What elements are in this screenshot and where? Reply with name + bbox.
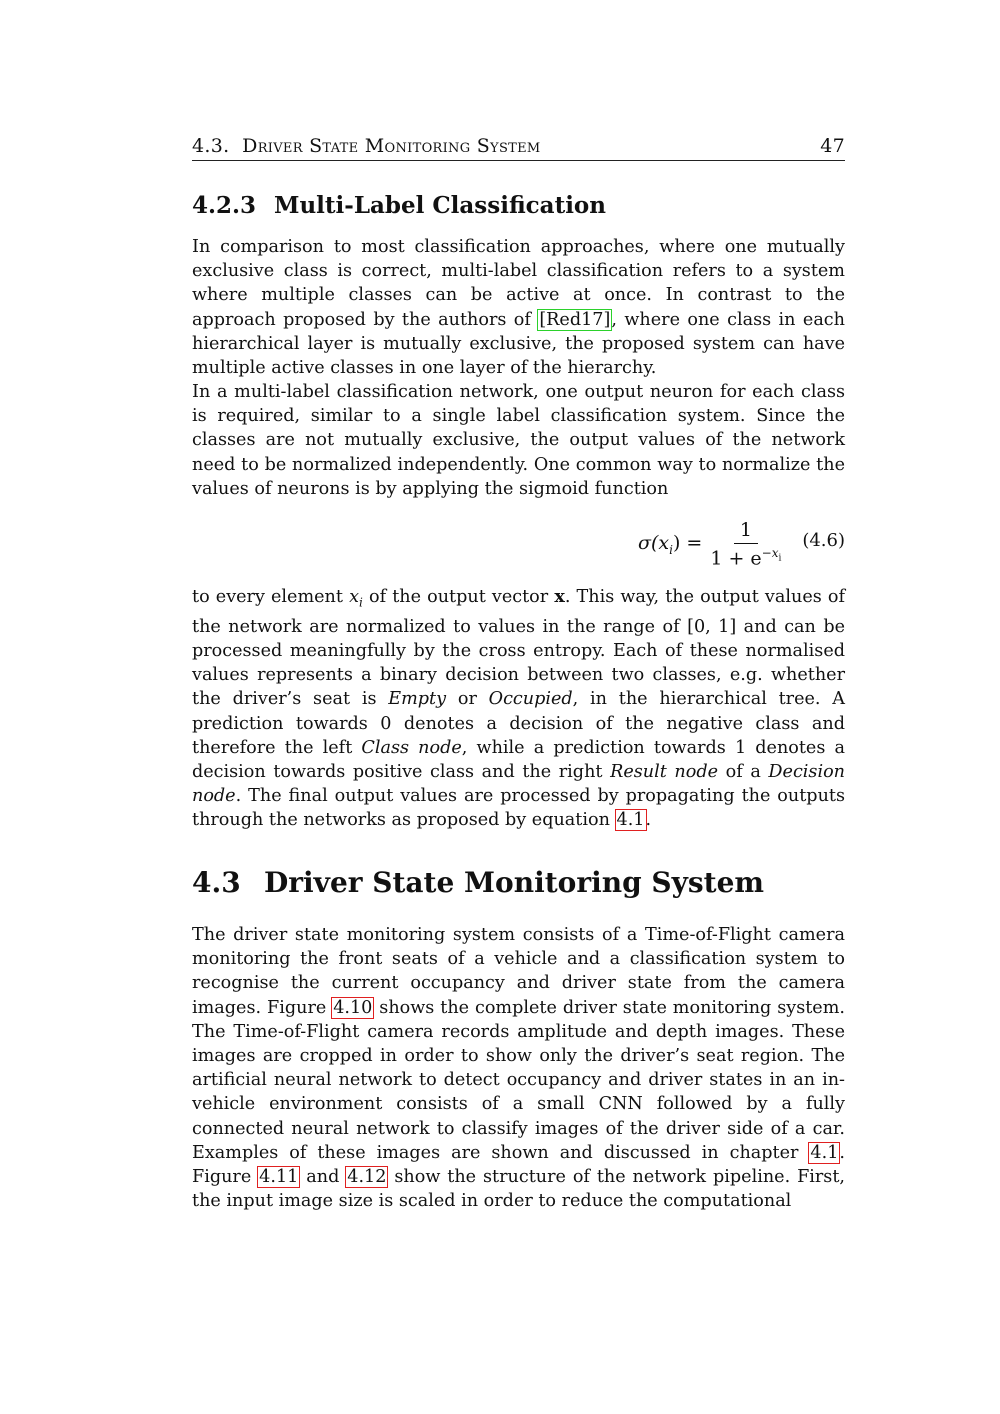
para3-t8: . The final output values are processed by propagating the outputs through the networks as proposed by equation	[192, 786, 845, 831]
term-empty: Empty	[388, 689, 447, 710]
var-x	[349, 587, 363, 610]
term-class-node: Class node	[361, 737, 462, 758]
paragraph-multilabel-intro	[192, 235, 845, 380]
para1-text-a: In comparison to most classification approaches, where one mutually exclusive class is correct, multi-label classification refers to a system where multiple classes can be active at once. In contrast to the approach proposed by the authors of	[192, 237, 845, 330]
figure-link-4-12[interactable]: 4.12	[347, 1167, 387, 1188]
section-heading	[192, 866, 764, 899]
para1-text-b: , where one class in each hierarchical layer is mutually exclusive, the proposed system can have multiple active classes in one layer of the hierarchy.	[192, 309, 845, 379]
para3-t3: . This way, the output values of the network are normalized to values in the range of [0, 1] and can be processed meaningfully by the cross entropy. Each of these normalised values represents a binary decision between two classes, e.g. whether the driver’s seat is	[192, 587, 845, 710]
header-section-ref: 4.3.	[192, 135, 230, 157]
para4-t5: show the structure of the network pipeline. First, the input image size is scaled in order to reduce the computational	[192, 1167, 846, 1212]
equation-fraction	[710, 519, 781, 569]
eq-lhs-sub: i	[669, 542, 673, 557]
header-section-title: Driver State Monitoring System	[242, 135, 541, 157]
vector-x: x	[554, 586, 565, 607]
den-text: 1 + e	[710, 547, 762, 570]
term-result-node: Result node	[610, 761, 718, 782]
para3-t4: or	[446, 689, 489, 710]
running-header	[192, 135, 845, 161]
fraction-denominator	[710, 544, 781, 569]
para3-t7: of a	[718, 761, 769, 782]
section-number: 4.3	[192, 866, 241, 899]
para4-t3: . Figure	[192, 1142, 845, 1188]
den-sup: −x	[761, 546, 779, 560]
eq-lhs-text: σ(x	[638, 531, 670, 554]
subsection-title: Multi-Label Classification	[274, 192, 606, 219]
equation-number: (4.6)	[802, 530, 845, 551]
equation-lhs	[638, 532, 702, 557]
para4-t4: and	[299, 1167, 347, 1188]
section-title: Driver State Monitoring System	[264, 866, 765, 899]
term-decision-node: Decision node	[192, 761, 845, 807]
den-sup-sub: i	[778, 553, 782, 564]
var-x-text: x	[349, 587, 360, 607]
para4-t2: shows the complete driver state monitoring system. The Time-of-Flight camera records amplitude and depth images. These images are cropped in order to show only the driver’s seat region. The artificial neural network to detect occupancy and driver states in an in-vehicle environment consists of a small CNN followed by a fully connected neural network to classify images of the driver side of a car. Examples of these images are shown and discussed in chapter	[192, 997, 845, 1163]
paragraph-sigmoid-intro	[192, 380, 845, 501]
page-number: 47	[820, 135, 845, 157]
para3-t5: , in the hierarchical tree. A prediction towards 0 denotes a decision of the negative class and therefore the left	[192, 689, 845, 758]
para3-t9: .	[645, 810, 652, 831]
equation-link-4-1[interactable]: 4.1	[616, 810, 645, 831]
figure-link-4-10[interactable]: 4.10	[333, 997, 373, 1018]
equation-4-6	[192, 515, 845, 571]
var-x-sub: i	[359, 595, 363, 610]
fraction-numerator: 1	[734, 519, 758, 544]
paragraph-normalization	[192, 585, 845, 833]
term-occupied: Occupied	[488, 689, 573, 710]
paragraph-dsm-overview	[192, 923, 845, 1213]
subsection-number: 4.2.3	[192, 192, 257, 219]
citation-link-red17[interactable]: [Red17]	[539, 309, 611, 330]
subsection-heading	[192, 192, 606, 219]
para3-t1: to every element	[192, 587, 350, 607]
para3-t2: of the output vector	[362, 587, 555, 607]
para2-text: In a multi-label classification network, one output neuron for each class is required, similar to a single label classification system. Since the classes are not mutually exclusive, the output values of the network need to be normalized independently. One common way to normalize the values of neurons is by applying the sigmoid function	[192, 382, 845, 499]
figure-link-4-11[interactable]: 4.11	[259, 1167, 299, 1188]
equation-body	[638, 519, 781, 569]
header-section	[192, 135, 541, 157]
chapter-link-4-1[interactable]: 4.1	[810, 1142, 839, 1163]
para4-t1: The driver state monitoring system consists of a Time-of-Flight camera monitoring the front seats of a vehicle and a classification system to recognise the current occupancy and driver state from the camera images. Figure	[192, 925, 845, 1018]
eq-lhs-close: ) =	[672, 531, 703, 554]
para3-t6: , while a prediction towards 1 denotes a decision towards positive class and the right	[192, 737, 845, 782]
